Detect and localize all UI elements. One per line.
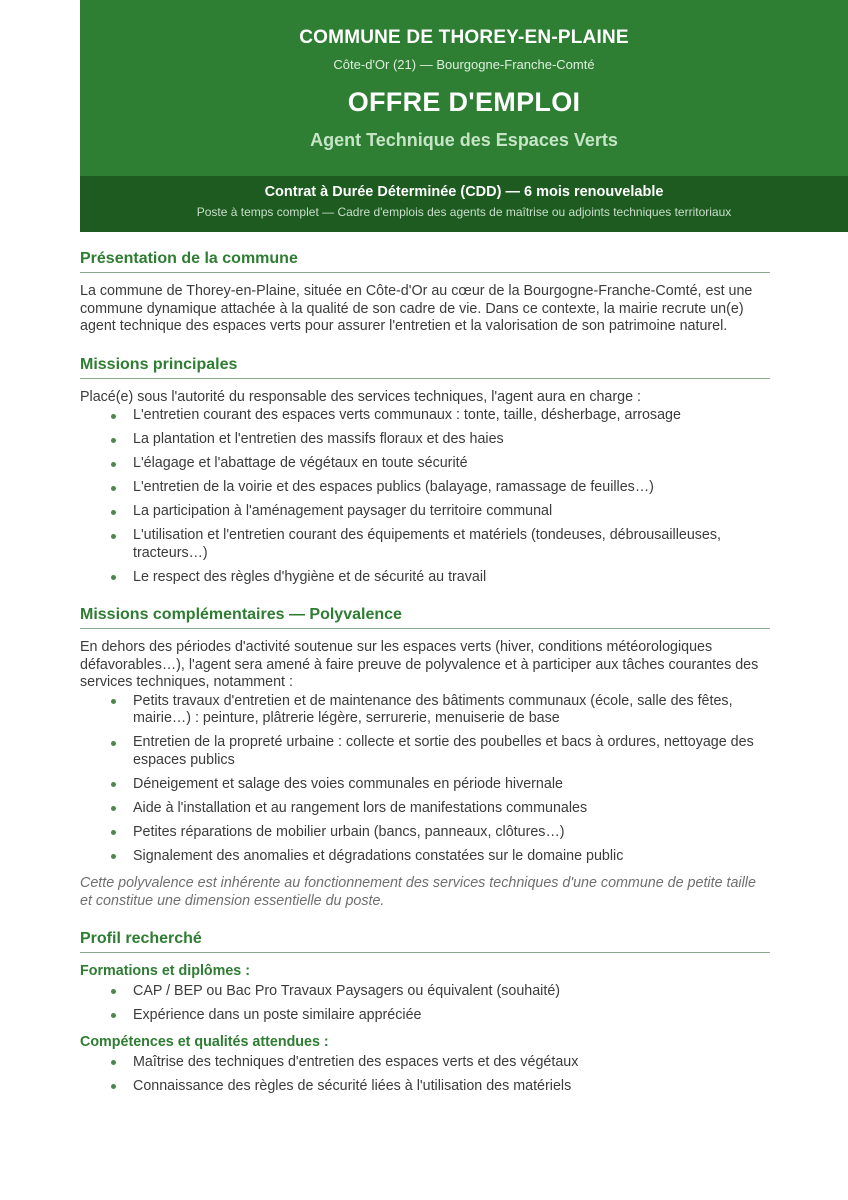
- list-item: Connaissance des règles de sécurité liées à l'utilisation des matériels: [80, 1078, 770, 1096]
- polyvalence-note: Cette polyvalence est inhérente au fonctionnement des services techniques d'une commune de petite taille et constitue une dimension essentielle du poste.: [80, 875, 756, 909]
- contract-details: Poste à temps complet — Cadre d'emplois des agents de maîtrise ou adjoints techniques territoriaux: [196, 205, 732, 219]
- list-item: Aide à l'installation et au rangement lors de manifestations communales: [80, 800, 770, 818]
- subheading-competences: Compétences et qualités attendues :: [80, 1034, 329, 1050]
- section-presentation: [80, 249, 770, 336]
- section-missions-complementaires: [80, 605, 770, 910]
- missions-complementaires-list: [80, 693, 770, 866]
- section-missions-principales: [80, 355, 770, 587]
- list-item: Maîtrise des techniques d'entretien des espaces verts et des végétaux: [80, 1054, 770, 1072]
- commune-name: COMMUNE DE THOREY-EN-PLAINE: [299, 27, 629, 48]
- section-profil: [80, 929, 770, 1095]
- list-item: Petites réparations de mobilier urbain (bancs, panneaux, clôtures…): [80, 824, 770, 842]
- list-item: L'entretien courant des espaces verts communaux : tonte, taille, désherbage, arrosage: [80, 407, 770, 425]
- contract-type: Contrat à Durée Déterminée (CDD) — 6 mois renouvelable: [264, 184, 664, 200]
- document-body: [80, 232, 770, 1105]
- formations-list: [80, 983, 770, 1025]
- section-heading-missions-complementaires: Missions complémentaires — Polyvalence: [80, 605, 770, 629]
- list-item: La plantation et l'entretien des massifs floraux et des haies: [80, 431, 770, 449]
- commune-location: Côte-d'Or (21) — Bourgogne-Franche-Comté: [333, 57, 595, 72]
- list-item: L'utilisation et l'entretien courant des équipements et matériels (tondeuses, débrousailleuses, tracteurs…): [80, 527, 770, 562]
- presentation-paragraph: La commune de Thorey-en-Plaine, située en Côte-d'Or au cœur de la Bourgogne-Franche-Comté, est une commune dynamique attachée à la qualité de son cadre de vie. Dans ce contexte, la mairie recrute un(e) agent technique des espaces verts pour assurer l'entretien et la valorisation de son patrimoine naturel.: [80, 283, 753, 334]
- header-top: [80, 0, 848, 176]
- header-banner: [80, 0, 848, 232]
- section-heading-presentation: Présentation de la commune: [80, 249, 770, 273]
- list-item: Entretien de la propreté urbaine : collecte et sortie des poubelles et bacs à ordures, nettoyage des espaces publics: [80, 734, 770, 769]
- missions-complementaires-intro: En dehors des périodes d'activité soutenue sur les espaces verts (hiver, conditions météorologiques défavorables…), l'agent sera amené à faire preuve de polyvalence et à participer aux tâches courantes des services techniques, notamment :: [80, 639, 759, 690]
- list-item: Signalement des anomalies et dégradations constatées sur le domaine public: [80, 848, 770, 866]
- list-item: Expérience dans un poste similaire appréciée: [80, 1007, 770, 1025]
- missions-principales-list: [80, 407, 770, 586]
- section-heading-missions-principales: Missions principales: [80, 355, 770, 379]
- missions-principales-intro: Placé(e) sous l'autorité du responsable des services techniques, l'agent aura en charge :: [80, 388, 641, 405]
- section-heading-profil: Profil recherché: [80, 929, 770, 953]
- list-item: Déneigement et salage des voies communales en période hivernale: [80, 776, 770, 794]
- subheading-formations: Formations et diplômes :: [80, 963, 250, 979]
- list-item: Le respect des règles d'hygiène et de sécurité au travail: [80, 569, 770, 587]
- job-title: Agent Technique des Espaces Verts: [310, 130, 618, 150]
- list-item: Petits travaux d'entretien et de maintenance des bâtiments communaux (école, salle des fêtes, mairie…) : peinture, plâtrerie légère, serrurerie, menuiserie de base: [80, 693, 770, 728]
- competences-list: [80, 1054, 770, 1096]
- list-item: L'élagage et l'abattage de végétaux en toute sécurité: [80, 455, 770, 473]
- list-item: CAP / BEP ou Bac Pro Travaux Paysagers ou équivalent (souhaité): [80, 983, 770, 1001]
- list-item: La participation à l'aménagement paysager du territoire communal: [80, 503, 770, 521]
- list-item: L'entretien de la voirie et des espaces publics (balayage, ramassage de feuilles…): [80, 479, 770, 497]
- contract-band: [80, 176, 848, 232]
- offer-title: OFFRE D'EMPLOI: [347, 87, 581, 117]
